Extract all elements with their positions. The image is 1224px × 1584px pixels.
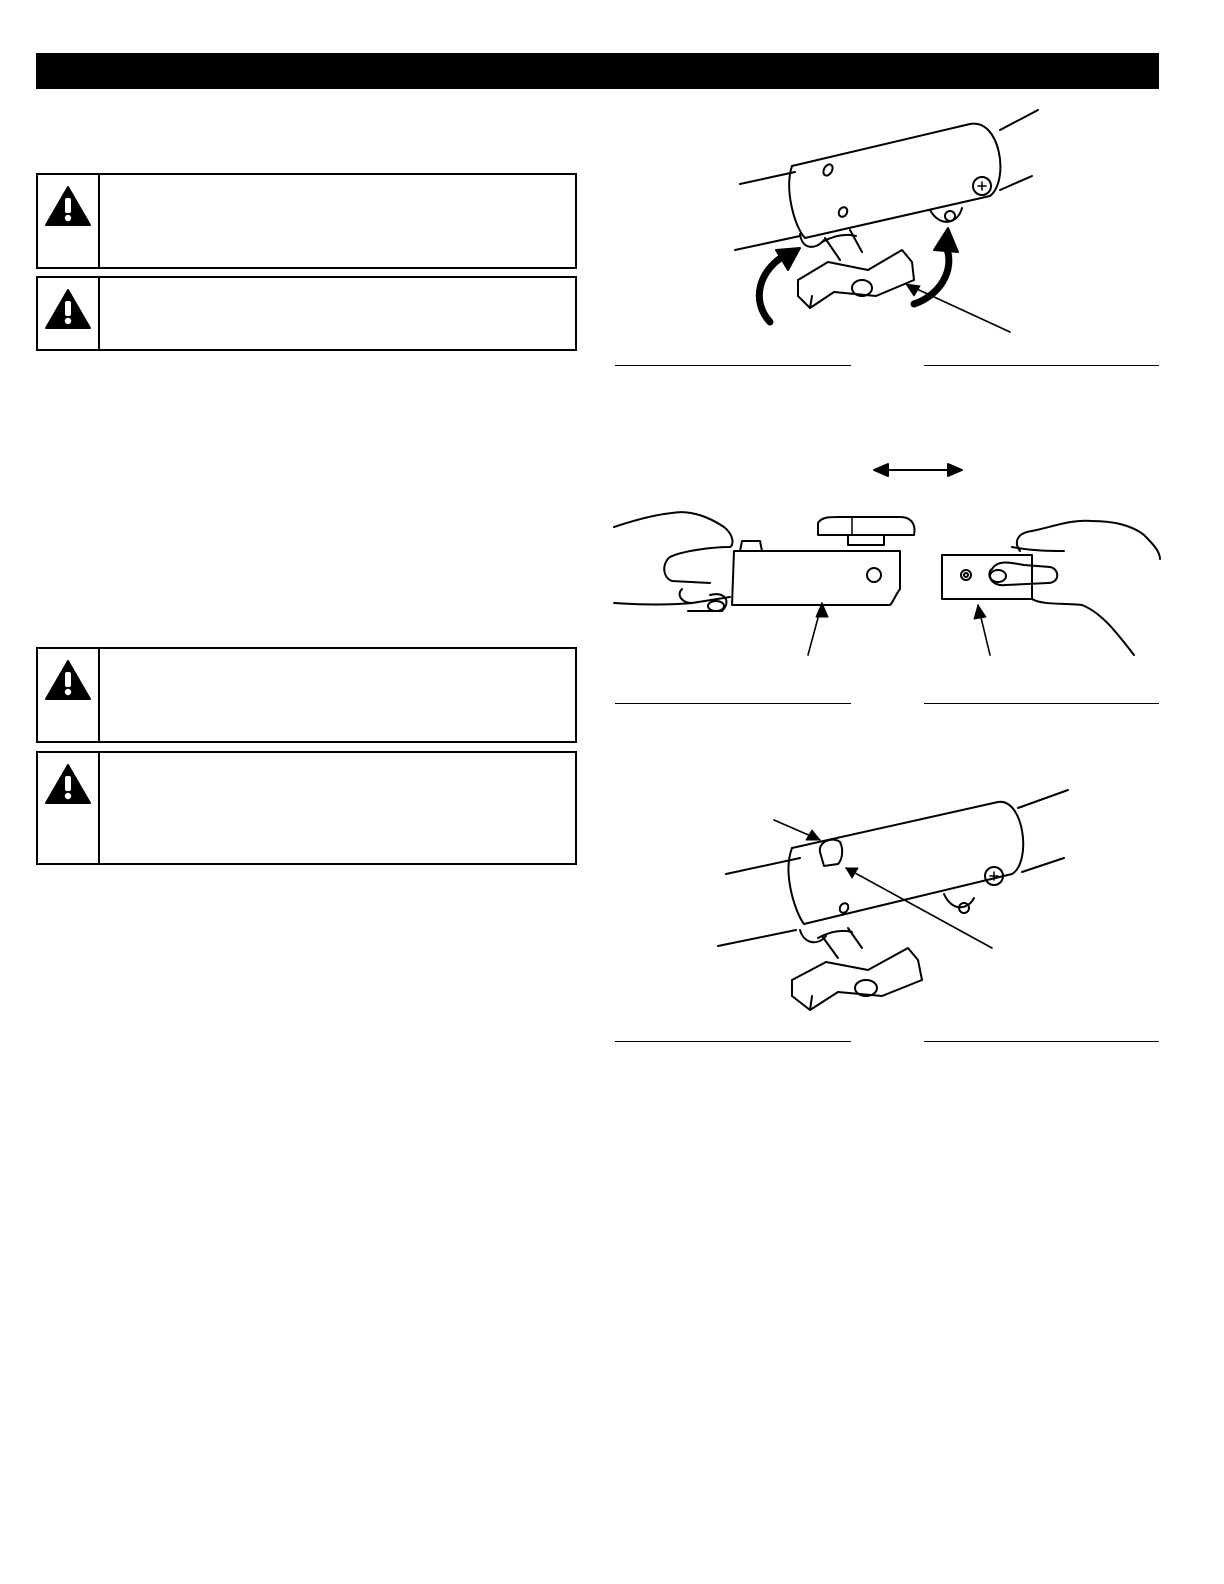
warning-box-4 bbox=[36, 751, 577, 865]
warning-box-1 bbox=[36, 173, 577, 269]
warning-icon-cell bbox=[38, 753, 100, 863]
figure-caption-rule-left bbox=[615, 703, 851, 704]
figure-caption-rule-left bbox=[615, 1041, 851, 1042]
warning-triangle-icon bbox=[44, 185, 92, 227]
warning-triangle-icon bbox=[44, 288, 92, 330]
warning-icon-cell bbox=[38, 649, 100, 741]
warning-triangle-icon bbox=[44, 763, 92, 805]
figure-release-button-alignment bbox=[712, 778, 1092, 1028]
figure-caption-rule-right bbox=[924, 703, 1159, 704]
warning-text bbox=[100, 753, 575, 863]
figure-inserting-shaft-into-coupler bbox=[612, 455, 1164, 665]
warning-triangle-icon bbox=[44, 659, 92, 701]
figure-coupler-knob-rotation bbox=[700, 100, 1080, 340]
figure-caption-rule-left bbox=[615, 365, 851, 366]
figure-caption-rule-right bbox=[924, 365, 1159, 366]
warning-box-3 bbox=[36, 647, 577, 743]
warning-icon-cell bbox=[38, 278, 100, 349]
section-header-bar bbox=[36, 53, 1159, 89]
warning-text bbox=[100, 175, 575, 267]
warning-text bbox=[100, 278, 575, 349]
warning-box-2 bbox=[36, 276, 577, 351]
warning-text bbox=[100, 649, 575, 741]
warning-icon-cell bbox=[38, 175, 100, 267]
figure-caption-rule-right bbox=[924, 1041, 1159, 1042]
